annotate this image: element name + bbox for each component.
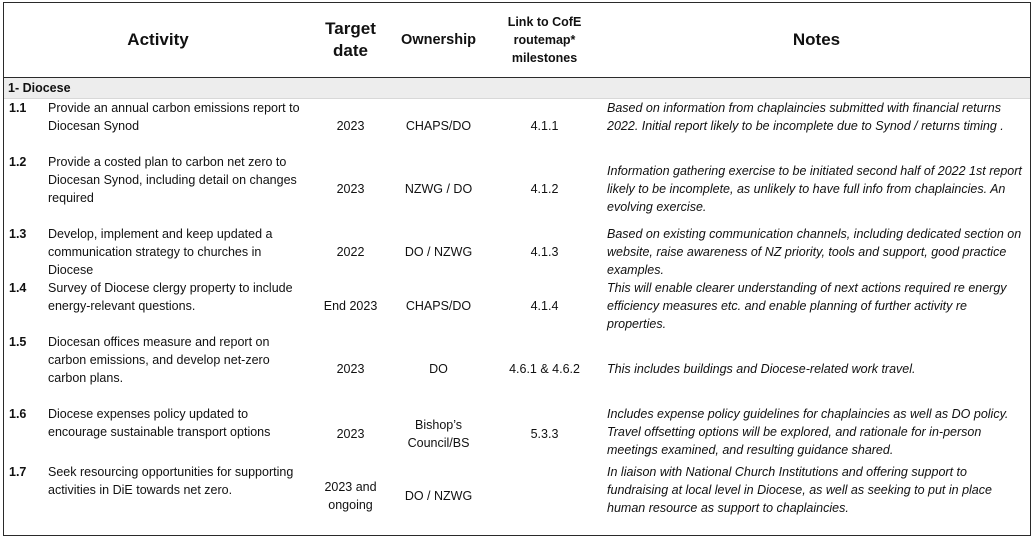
section-label: 1- Diocese bbox=[4, 78, 1031, 99]
row-link: 4.1.1 bbox=[530, 118, 559, 133]
row-notes: This includes buildings and Diocese-related work travel. bbox=[607, 361, 916, 376]
section-row-diocese bbox=[4, 78, 1031, 99]
action-plan-table-frame bbox=[3, 2, 1031, 536]
row-notes: Based on existing communication channels, including dedicated section on website, raise awareness of NZ priority, tools and support, good practice examples. bbox=[607, 226, 1022, 277]
row-activity: Diocese expenses policy updated to encourage sustainable transport options bbox=[48, 406, 271, 439]
row-link: 4.6.1 & 4.6.2 bbox=[509, 361, 580, 376]
header-link-line3: milestones bbox=[511, 51, 578, 65]
row-target-date: 2023 and ongoing bbox=[324, 479, 377, 512]
row-activity: Develop, implement and keep updated a communication strategy to churches in Diocese bbox=[48, 226, 273, 277]
header-link-line1: Link to CofE bbox=[507, 15, 582, 29]
row-ownership: CHAPS/DO bbox=[405, 118, 472, 133]
row-activity: Provide an annual carbon emissions report to Diocesan Synod bbox=[48, 101, 300, 133]
row-number: 1.4 bbox=[9, 280, 27, 295]
row-notes: Includes expense policy guidelines for chaplaincies as well as DO policy. Travel offsetting options will be explored, and rationale for in-person meetings examined, and resulting guidance shared. bbox=[607, 406, 1009, 457]
row-link: 4.1.3 bbox=[530, 244, 559, 259]
row-target-date: 2023 bbox=[336, 426, 365, 441]
row-number: 1.3 bbox=[9, 226, 27, 241]
table-row bbox=[4, 153, 1031, 225]
row-activity: Seek resourcing opportunities for supporting activities in DiE towards net zero. bbox=[48, 464, 294, 497]
row-link: 4.1.4 bbox=[530, 298, 559, 313]
header-activity: Activity bbox=[4, 3, 312, 78]
row-notes: In liaison with National Church Institutions and offering support to fundraising at local level in Diocese, as well as seeking to put in place human resource as support to chaplaincies. bbox=[607, 464, 992, 515]
table-row bbox=[4, 279, 1031, 333]
row-notes: This will enable clearer understanding of next actions required re energy efficiency measures etc. and enable planning of further activity re properties. bbox=[607, 280, 1007, 331]
table-row bbox=[4, 463, 1031, 529]
row-link: 4.1.2 bbox=[530, 181, 559, 196]
row-target-date: 2023 bbox=[336, 361, 365, 376]
row-ownership: DO / NZWG bbox=[404, 244, 473, 259]
action-plan-table bbox=[4, 3, 1031, 529]
header-link-line2: routemap* bbox=[513, 33, 576, 47]
row-ownership: NZWG / DO bbox=[404, 181, 473, 196]
row-target-date: 2023 bbox=[336, 118, 365, 133]
row-target-date: End 2023 bbox=[323, 298, 378, 313]
row-link: 5.3.3 bbox=[530, 426, 559, 441]
header-row bbox=[4, 3, 1031, 78]
table-row bbox=[4, 225, 1031, 279]
row-activity: Provide a costed plan to carbon net zero to Diocesan Synod, including detail on changes required bbox=[48, 154, 297, 205]
header-target-line1: Target bbox=[325, 19, 376, 38]
header-target-line2: date bbox=[333, 41, 368, 60]
row-number: 1.6 bbox=[9, 406, 27, 421]
header-target-date bbox=[312, 3, 389, 78]
row-notes: Based on information from chaplaincies submitted with financial returns 2022. Initial report likely to be incomplete due to Synod / returns timing . bbox=[607, 101, 1004, 133]
row-ownership: CHAPS/DO bbox=[405, 298, 472, 313]
row-number: 1.2 bbox=[9, 154, 27, 169]
row-number: 1.1 bbox=[9, 101, 27, 115]
row-ownership: DO bbox=[429, 361, 448, 376]
row-ownership: DO / NZWG bbox=[404, 488, 473, 503]
table-row bbox=[4, 405, 1031, 463]
row-number: 1.5 bbox=[9, 334, 27, 349]
table-row bbox=[4, 333, 1031, 405]
header-notes: Notes bbox=[601, 3, 1031, 78]
row-activity: Diocesan offices measure and report on carbon emissions, and develop net-zero carbon plans. bbox=[48, 334, 270, 385]
header-ownership: Ownership bbox=[389, 3, 488, 78]
row-target-date: 2022 bbox=[336, 244, 365, 259]
row-ownership: Bishop’s Council/BS bbox=[407, 417, 470, 450]
row-notes: Information gathering exercise to be initiated second half of 2022 1st report likely to be incomplete, as unlikely to have full info from chaplaincies. An evolving exercise. bbox=[607, 163, 1022, 214]
row-activity: Survey of Diocese clergy property to include energy-relevant questions. bbox=[48, 280, 293, 313]
row-number: 1.7 bbox=[9, 464, 27, 479]
row-link bbox=[488, 463, 601, 529]
header-link-milestones bbox=[488, 3, 601, 78]
row-target-date: 2023 bbox=[336, 181, 365, 196]
table-row bbox=[4, 99, 1031, 153]
